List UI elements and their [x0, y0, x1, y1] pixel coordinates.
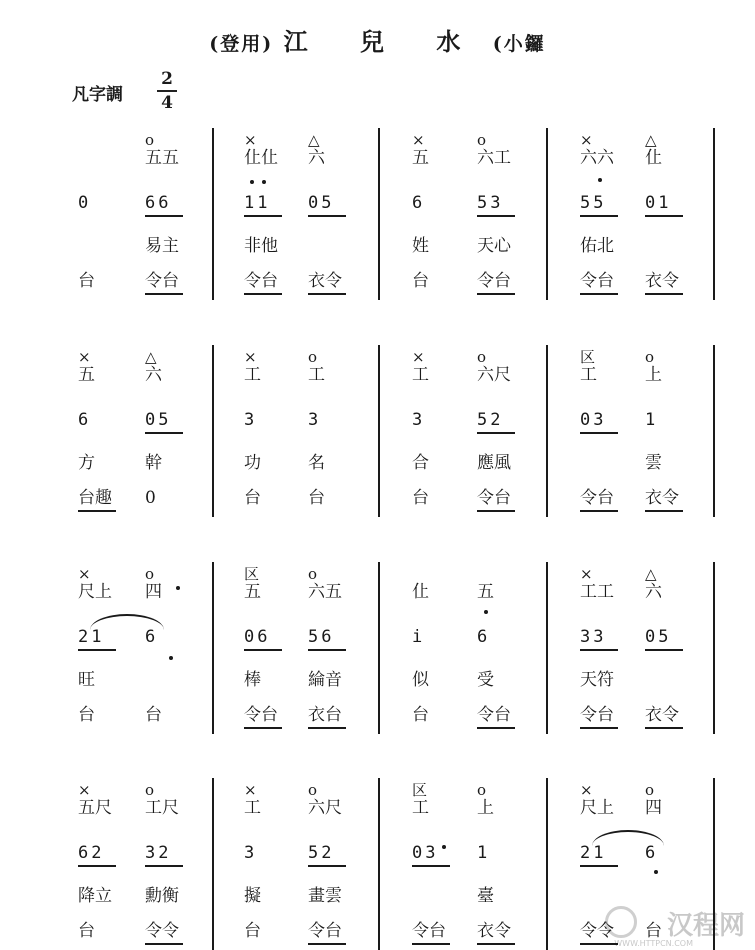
octave-dot — [654, 870, 658, 874]
jianpu-notes: 3 — [244, 843, 258, 863]
title-instrument: (小鑼 — [492, 33, 546, 55]
jianpu-notes: 21 — [580, 843, 607, 863]
gongche-notation: 仩 — [412, 582, 429, 602]
gongche-notation: 工 — [244, 798, 261, 818]
gongche-notation: 工 — [308, 365, 325, 385]
barline — [212, 562, 214, 734]
percussion-text: 台 — [645, 921, 662, 941]
gongche-notation: 四 — [645, 798, 662, 818]
lyric-text: 旺 — [78, 670, 95, 690]
jianpu-notes: 06 — [244, 627, 271, 647]
beat-underline — [244, 727, 282, 729]
gongche-notation: 六尺 — [308, 798, 342, 818]
gongche-notation: 五五 — [145, 148, 179, 168]
beat-underline — [580, 293, 618, 295]
percussion-text: 0 — [145, 488, 156, 508]
beat-underline — [477, 943, 515, 945]
percussion-text: 令台 — [244, 271, 278, 291]
octave-dot — [176, 586, 180, 590]
gongche-notation: 五尺 — [78, 798, 112, 818]
accent-mark: × — [412, 131, 425, 149]
lyric-text: 名 — [308, 453, 325, 473]
lyric-text: 功 — [244, 453, 261, 473]
accent-mark: △ — [145, 348, 157, 366]
jianpu-notes: 11 — [244, 193, 271, 213]
percussion-text: 台 — [78, 921, 95, 941]
lyric-text: 擬 — [244, 886, 261, 906]
lyric-text: 方 — [78, 453, 95, 473]
percussion-text: 衣台 — [308, 705, 342, 725]
beam-underline — [580, 215, 618, 217]
time-denominator: 4 — [161, 93, 173, 113]
gongche-notation: 仩 — [645, 148, 662, 168]
jianpu-notes: 03 — [412, 843, 439, 863]
gongche-notation: 工 — [244, 365, 261, 385]
accent-mark: △ — [308, 131, 320, 149]
accent-mark: o — [145, 131, 155, 149]
barline — [378, 778, 380, 950]
accent-mark: × — [580, 131, 593, 149]
time-signature — [156, 68, 178, 114]
slur-arc — [90, 614, 164, 630]
beat-underline — [645, 727, 683, 729]
beat-underline — [580, 727, 618, 729]
beat-underline — [477, 293, 515, 295]
gongche-notation: 尺上 — [580, 798, 614, 818]
percussion-text: 令台 — [477, 488, 511, 508]
barline — [713, 562, 715, 734]
beat-underline — [645, 293, 683, 295]
beat-underline — [477, 727, 515, 729]
jianpu-notes: 6 — [78, 410, 92, 430]
percussion-text: 令台 — [308, 921, 342, 941]
watermark-text: 汉程网 — [666, 911, 745, 941]
percussion-text: 台 — [412, 705, 429, 725]
octave-dot — [250, 180, 254, 184]
beat-underline — [308, 727, 346, 729]
accent-mark: 区 — [244, 565, 260, 583]
accent-mark: × — [244, 781, 257, 799]
accent-mark: △ — [645, 131, 657, 149]
percussion-text: 台 — [308, 488, 325, 508]
beam-underline — [145, 865, 183, 867]
beat-underline — [477, 510, 515, 512]
gongche-notation: 仩仩 — [244, 148, 278, 168]
percussion-text: 台 — [244, 488, 261, 508]
jianpu-notes: 6 — [145, 627, 159, 647]
slur-arc — [592, 830, 664, 846]
percussion-text: 令台 — [477, 271, 511, 291]
barline — [546, 128, 548, 300]
accent-mark: o — [145, 565, 155, 583]
jianpu-notes: 03 — [580, 410, 607, 430]
gongche-notation: 五 — [244, 582, 261, 602]
lyric-text: 非他 — [244, 236, 278, 256]
jianpu-notes: 21 — [78, 627, 105, 647]
lyric-text: 雲 — [645, 453, 662, 473]
gongche-notation: 六工 — [477, 148, 511, 168]
accent-mark: o — [145, 781, 155, 799]
jianpu-notes: 05 — [308, 193, 335, 213]
beam-underline — [477, 215, 515, 217]
beat-underline — [244, 293, 282, 295]
gongche-notation: 五 — [412, 148, 429, 168]
percussion-text: 台 — [78, 271, 95, 291]
jianpu-notes: 55 — [580, 193, 607, 213]
percussion-text: 令令 — [580, 921, 614, 941]
percussion-text: 令台 — [477, 705, 511, 725]
accent-mark: △ — [645, 565, 657, 583]
gongche-notation: 工尺 — [145, 798, 179, 818]
beam-underline — [580, 649, 618, 651]
beat-underline — [78, 510, 116, 512]
percussion-text: 衣令 — [645, 705, 679, 725]
accent-mark: 区 — [412, 781, 428, 799]
gongche-notation: 工工 — [580, 582, 614, 602]
percussion-text: 衣令 — [308, 271, 342, 291]
jianpu-notes: i — [412, 627, 426, 647]
gongche-notation: 工 — [412, 798, 429, 818]
beam-underline — [244, 215, 282, 217]
accent-mark: o — [477, 131, 487, 149]
accent-mark: × — [580, 565, 593, 583]
accent-mark: × — [78, 348, 91, 366]
gongche-notation: 尺上 — [78, 582, 112, 602]
title-name: 江 兒 水 — [283, 27, 483, 56]
percussion-text: 台 — [145, 705, 162, 725]
barline — [212, 345, 214, 517]
barline — [713, 778, 715, 950]
octave-dot — [262, 180, 266, 184]
beam-underline — [308, 215, 346, 217]
beam-underline — [308, 649, 346, 651]
jianpu-notes: 01 — [645, 193, 672, 213]
beat-underline — [145, 943, 183, 945]
jianpu-notes: 53 — [477, 193, 504, 213]
barline — [713, 345, 715, 517]
accent-mark: × — [78, 781, 91, 799]
beat-underline — [308, 943, 346, 945]
gongche-notation: 五 — [477, 582, 494, 602]
beam-underline — [645, 649, 683, 651]
percussion-text: 令台 — [580, 271, 614, 291]
beam-underline — [145, 215, 183, 217]
gongche-notation: 六五 — [308, 582, 342, 602]
accent-mark: × — [244, 131, 257, 149]
accent-mark: o — [477, 781, 487, 799]
lyric-text: 畫雲 — [308, 886, 342, 906]
accent-mark: o — [477, 348, 487, 366]
beat-underline — [308, 293, 346, 295]
jianpu-notes: 6 — [645, 843, 659, 863]
percussion-text: 令台 — [145, 271, 179, 291]
gongche-notation: 工 — [580, 365, 597, 385]
time-numerator: 2 — [161, 69, 173, 89]
accent-mark: × — [580, 781, 593, 799]
percussion-text: 衣令 — [477, 921, 511, 941]
gongche-notation: 六 — [145, 365, 162, 385]
gongche-notation: 上 — [477, 798, 494, 818]
jianpu-notes: 52 — [477, 410, 504, 430]
beat-underline — [645, 510, 683, 512]
barline — [378, 128, 380, 300]
beam-underline — [145, 432, 183, 434]
page-title — [0, 22, 755, 57]
barline — [212, 778, 214, 950]
lyric-text: 易主 — [145, 236, 179, 256]
gongche-notation: 六六 — [580, 148, 614, 168]
percussion-text: 衣令 — [645, 488, 679, 508]
jianpu-notes: 33 — [580, 627, 607, 647]
gongche-notation: 六 — [645, 582, 662, 602]
beam-underline — [308, 865, 346, 867]
lyric-text: 勳衡 — [145, 886, 179, 906]
percussion-text: 令台 — [244, 705, 278, 725]
jianpu-notes: 6 — [477, 627, 491, 647]
gongche-notation: 六尺 — [477, 365, 511, 385]
barline — [378, 562, 380, 734]
percussion-text: 衣令 — [645, 271, 679, 291]
beam-underline — [580, 865, 618, 867]
jianpu-notes: 62 — [78, 843, 105, 863]
octave-dot — [442, 845, 446, 849]
watermark-url: WWW.HTTPCN.COM — [614, 939, 693, 948]
gongche-notation: 工 — [412, 365, 429, 385]
beam-underline — [78, 865, 116, 867]
gongche-notation: 四 — [145, 582, 162, 602]
percussion-text: 台 — [412, 488, 429, 508]
beam-underline — [412, 865, 450, 867]
beam-underline — [580, 432, 618, 434]
beam-underline — [477, 432, 515, 434]
percussion-text: 令令 — [145, 921, 179, 941]
jianpu-notes: 3 — [244, 410, 258, 430]
beam-underline — [244, 649, 282, 651]
beam-underline — [78, 649, 116, 651]
percussion-text: 令台 — [580, 705, 614, 725]
accent-mark: o — [645, 781, 655, 799]
barline — [212, 128, 214, 300]
lyric-text: 應風 — [477, 453, 511, 473]
lyric-text: 姓 — [412, 236, 429, 256]
gongche-notation: 六 — [308, 148, 325, 168]
jianpu-notes: 05 — [145, 410, 172, 430]
percussion-text: 台趣 — [78, 488, 112, 508]
lyric-text: 似 — [412, 670, 429, 690]
accent-mark: o — [308, 348, 318, 366]
time-fraction-bar — [157, 90, 177, 92]
percussion-text: 台 — [244, 921, 261, 941]
accent-mark: 区 — [580, 348, 596, 366]
jianpu-notes: 3 — [308, 410, 322, 430]
octave-dot — [484, 610, 488, 614]
lyric-text: 臺 — [477, 886, 494, 906]
barline — [546, 562, 548, 734]
jianpu-notes: 3 — [412, 410, 426, 430]
percussion-text: 台 — [412, 271, 429, 291]
jianpu-notes: 66 — [145, 193, 172, 213]
lyric-text: 天心 — [477, 236, 511, 256]
percussion-text: 台 — [78, 705, 95, 725]
lyric-text: 合 — [412, 453, 429, 473]
gongche-notation: 五 — [78, 365, 95, 385]
jianpu-notes: 1 — [477, 843, 491, 863]
jianpu-notes: 05 — [645, 627, 672, 647]
beat-underline — [580, 510, 618, 512]
jianpu-notes: 52 — [308, 843, 335, 863]
jianpu-notes: 6 — [412, 193, 426, 213]
accent-mark: × — [412, 348, 425, 366]
key-signature: 凡字調 — [72, 85, 123, 105]
gongche-notation: 上 — [645, 365, 662, 385]
beam-underline — [645, 215, 683, 217]
barline — [546, 345, 548, 517]
lyric-text: 棒 — [244, 670, 261, 690]
accent-mark: o — [308, 565, 318, 583]
lyric-text: 受 — [477, 670, 494, 690]
jianpu-notes: 32 — [145, 843, 172, 863]
barline — [378, 345, 380, 517]
barline — [713, 128, 715, 300]
accent-mark: × — [78, 565, 91, 583]
beat-underline — [412, 943, 450, 945]
percussion-text: 令台 — [412, 921, 446, 941]
accent-mark: × — [244, 348, 257, 366]
title-usage: (登用) — [209, 33, 274, 55]
lyric-text: 天符 — [580, 670, 614, 690]
percussion-text: 令台 — [580, 488, 614, 508]
lyric-text: 幹 — [145, 453, 162, 473]
jianpu-notes: 56 — [308, 627, 335, 647]
barline — [546, 778, 548, 950]
jianpu-notes: 1 — [645, 410, 659, 430]
accent-mark: o — [308, 781, 318, 799]
beat-underline — [145, 293, 183, 295]
jianpu-notes: 0 — [78, 193, 92, 213]
beat-underline — [580, 943, 618, 945]
accent-mark: o — [645, 348, 655, 366]
octave-dot — [598, 178, 602, 182]
octave-dot — [169, 656, 173, 660]
lyric-text: 佑北 — [580, 236, 614, 256]
lyric-text: 降立 — [78, 886, 112, 906]
lyric-text: 綸音 — [308, 670, 342, 690]
